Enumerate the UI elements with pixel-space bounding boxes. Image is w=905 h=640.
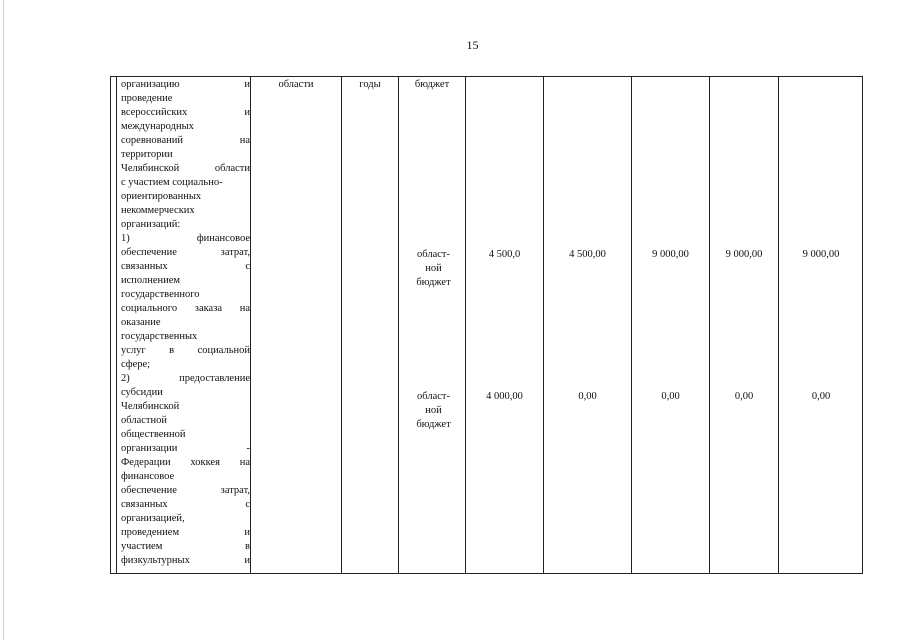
description-line: организацию и (121, 79, 250, 90)
program-table (110, 76, 863, 574)
table-col-line (543, 77, 544, 573)
row1-value-5: 9 000,00 (802, 249, 840, 260)
description-line: областной (121, 415, 167, 426)
description-line: субсидии (121, 387, 163, 398)
description-line: 2) предоставление (121, 373, 250, 384)
description-line: проведение (121, 93, 173, 104)
description-line: с участием социально- (121, 177, 223, 188)
description-line: организацией, (121, 513, 185, 524)
table-col-line (398, 77, 399, 573)
description-line: всероссийских и (121, 107, 250, 118)
table-col-line (341, 77, 342, 573)
description-line: ориентированных (121, 191, 202, 202)
description-line: социального заказа на (121, 303, 250, 314)
description-line: 1) финансовое (121, 233, 250, 244)
row1-value-2: 4 500,00 (569, 249, 606, 260)
description-line: некоммерческих (121, 205, 195, 216)
description-line: оказание (121, 317, 161, 328)
row1-value-3: 9 000,00 (652, 249, 689, 260)
row1-budget-source: област- ной бюджет (416, 249, 451, 288)
description-line: соревнований на (121, 135, 250, 146)
row2-value-4: 0,00 (734, 391, 754, 402)
description-line: международных (121, 121, 194, 132)
description-line: организаций: (121, 219, 181, 230)
description-line: участием в (121, 541, 250, 552)
row2-value-2: 0,00 (578, 391, 597, 402)
row1-value-4: 9 000,00 (725, 249, 763, 260)
row1-value-1: 4 500,0 (488, 249, 521, 260)
budget-cell: бюджет (414, 79, 450, 90)
table-col-line (778, 77, 779, 573)
years-cell: годы (359, 79, 381, 90)
description-line: исполнением (121, 275, 181, 286)
page-number: 15 (466, 38, 479, 52)
description-line: обеспечение затрат, (121, 485, 250, 496)
description-line: территории (121, 149, 173, 160)
description-line: проведением и (121, 527, 250, 538)
description-line: организации - (121, 443, 250, 454)
description-line: сфере; (121, 359, 151, 370)
row2-budget-source: област- ной бюджет (416, 391, 451, 430)
description-line: связанных с (121, 499, 250, 510)
table-col-line (709, 77, 710, 573)
description-line: общественной (121, 429, 186, 440)
description-cell (121, 78, 250, 568)
description-line: Челябинской (121, 401, 180, 412)
description-line: Челябинской области (121, 163, 250, 174)
table-col-line (465, 77, 466, 573)
table-col-line (631, 77, 632, 573)
row2-value-1: 4 000,00 (486, 391, 523, 402)
description-line: физкультурных и (121, 555, 250, 566)
description-line: обеспечение затрат, (121, 247, 250, 258)
table-col-line (250, 77, 251, 573)
description-line: государственных (121, 331, 198, 342)
description-line: услуг в социальной (121, 345, 250, 356)
region-cell: области (278, 79, 314, 90)
row2-value-3: 0,00 (661, 391, 680, 402)
description-line: финансовое (121, 471, 175, 482)
description-line: Федерации хоккея на (121, 457, 250, 468)
page-left-edge (3, 0, 4, 640)
description-line: связанных с (121, 261, 250, 272)
table-col-line (116, 77, 117, 573)
row2-value-5: 0,00 (811, 391, 831, 402)
description-line: государственного (121, 289, 200, 300)
